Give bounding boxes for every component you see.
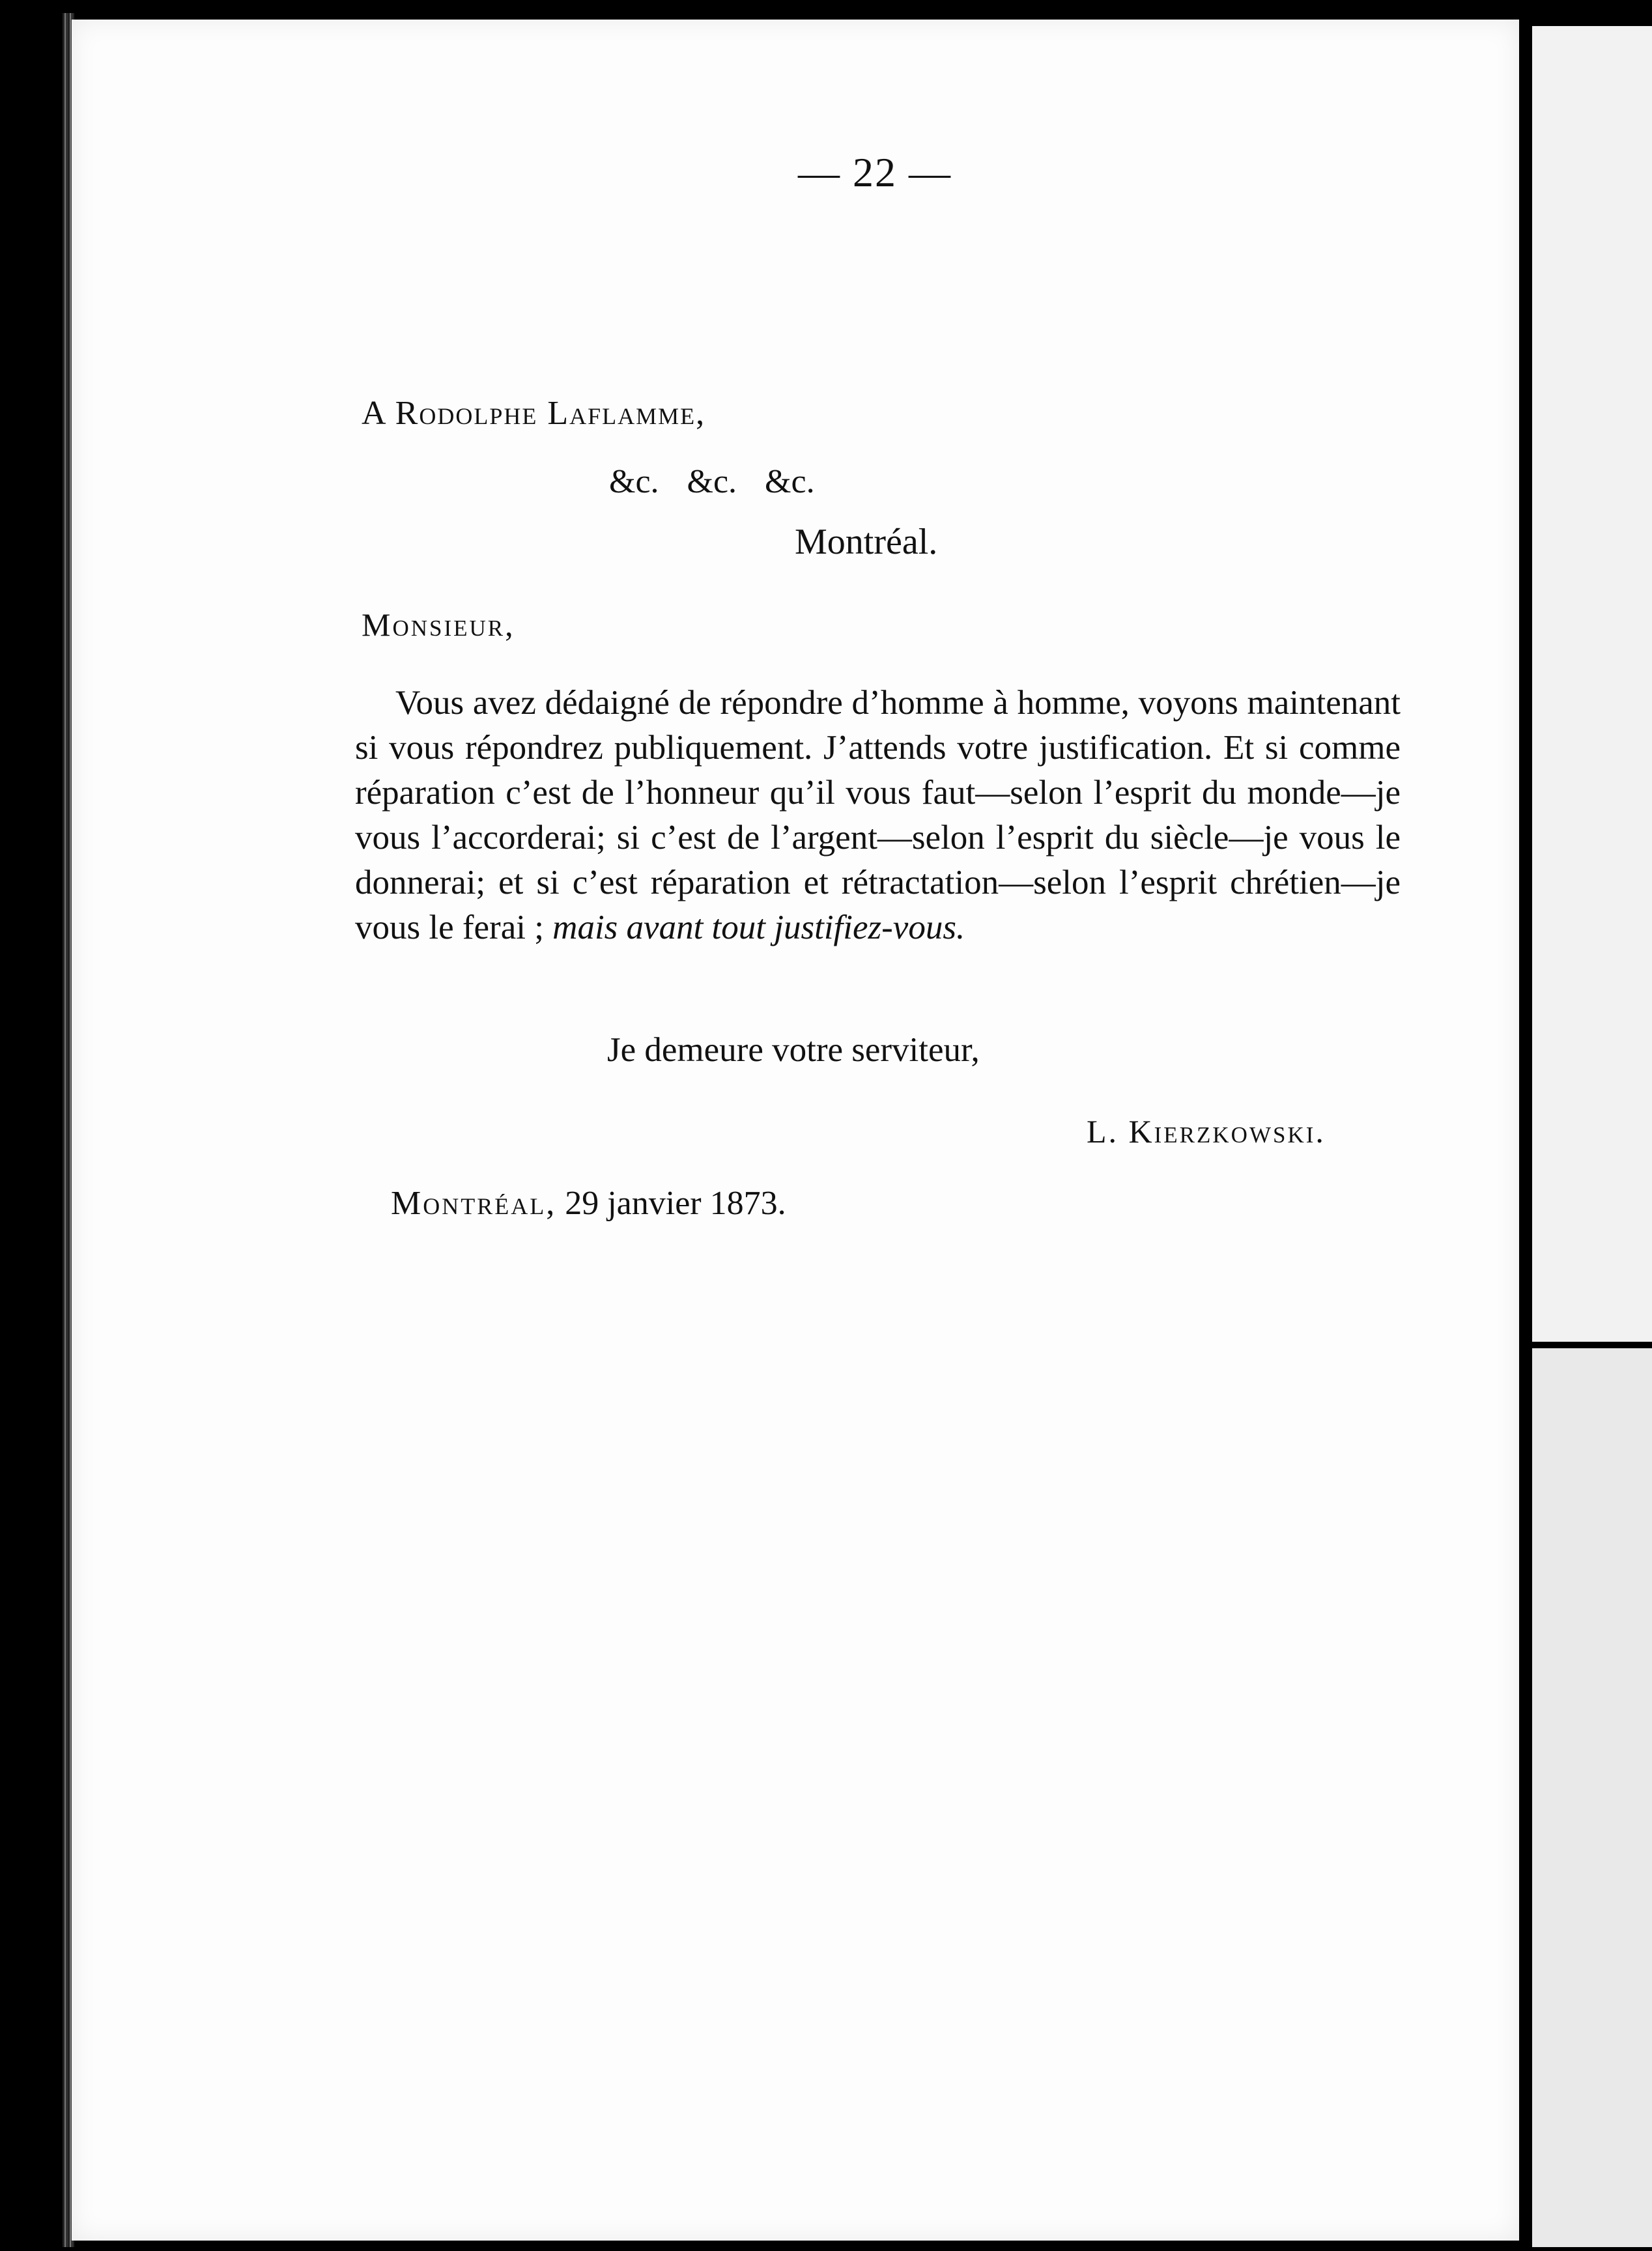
- date-line: [391, 1184, 786, 1223]
- signature: L. Kierzkowski.: [1087, 1113, 1326, 1150]
- salutation: Monsieur,: [362, 606, 515, 643]
- letter-body: [355, 681, 1401, 950]
- page-number: — 22 —: [798, 149, 952, 195]
- date-value: 29 janvier 1873.: [556, 1185, 786, 1222]
- date-place: Montréal,: [391, 1185, 557, 1222]
- adjacent-page-lower: [1532, 1348, 1652, 2247]
- closing: Je demeure votre serviteur,: [607, 1031, 980, 1069]
- addressee-city: Montréal.: [795, 522, 938, 562]
- addressee-etc: &c. &c. &c.: [609, 463, 815, 500]
- letter-body-italic: mais avant tout justifiez-vous.: [552, 909, 965, 946]
- letter-paragraph: [355, 681, 1401, 950]
- adjacent-page: [1532, 26, 1652, 1342]
- letter-body-text: Vous avez dédaigné de répondre d’homme à homme, voyons maintenant si vous répondrez publiquement. J’attends votre justification. Et si comme réparation c’est de l’honneur qu’il vous faut—selon l’esprit du monde—je vous l’accorderai; si c’est de l’argent—selon l’esprit du siècle—je vous le donnerai; et si c’est réparation et rétractation—selon l’esprit chrétien—je vous le ferai ;: [355, 684, 1401, 946]
- addressee: A Rodolphe Laflamme,: [362, 395, 706, 432]
